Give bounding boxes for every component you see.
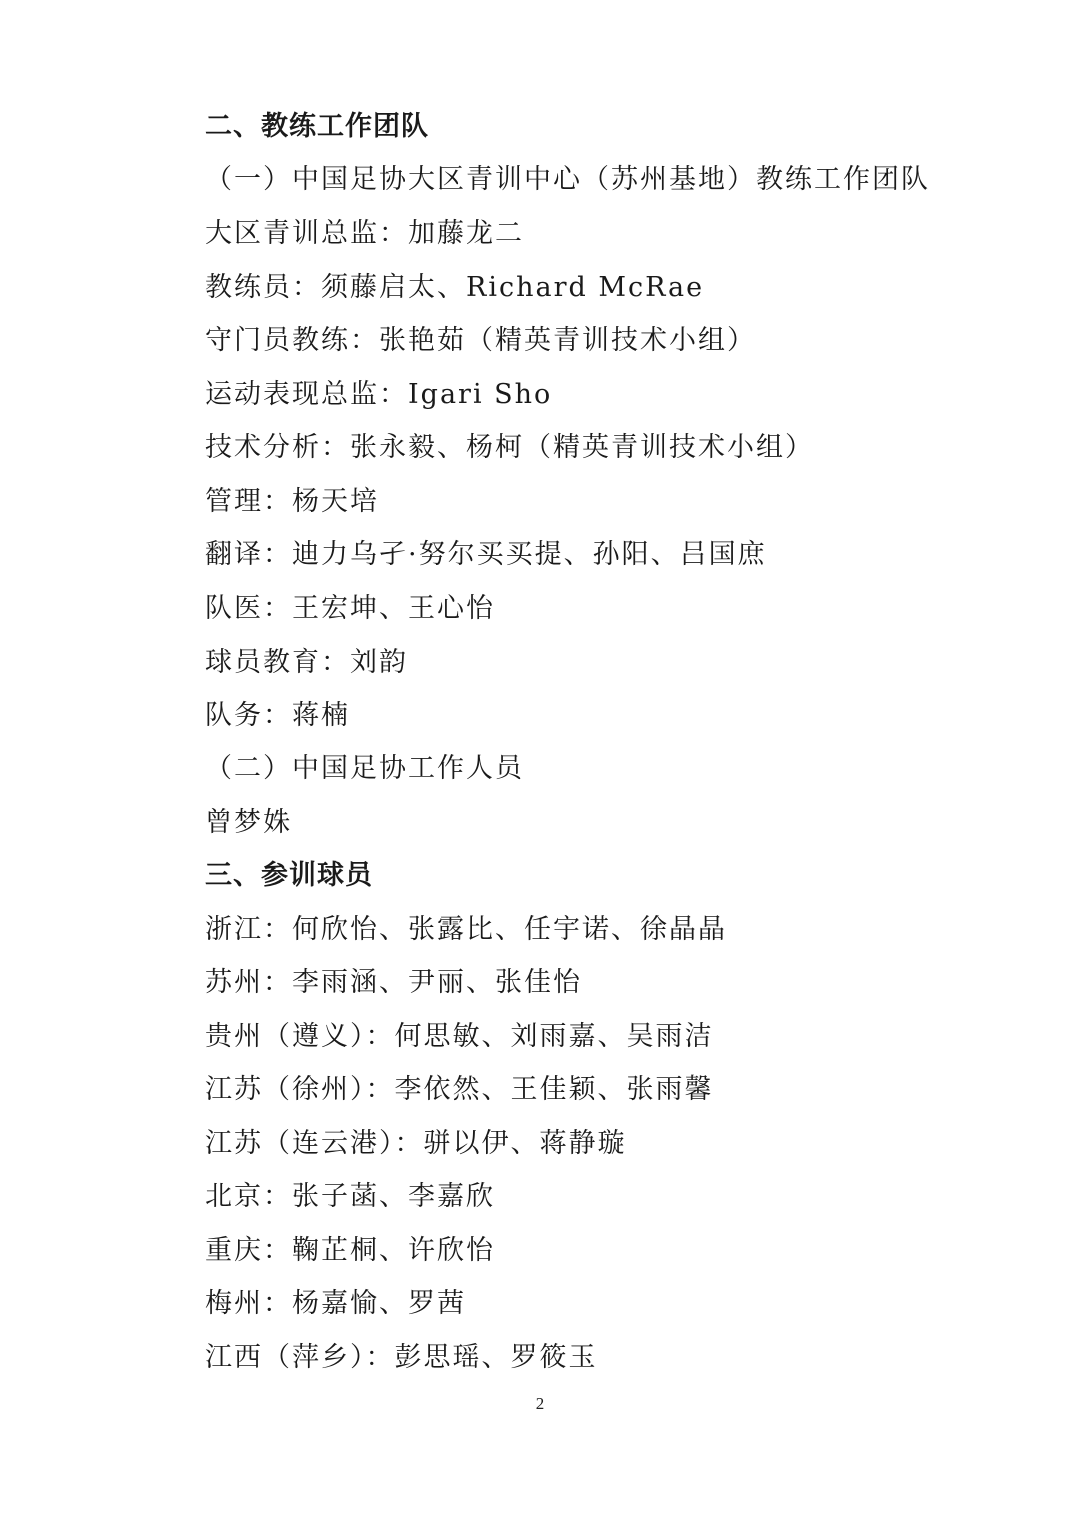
player-row-chongqing: 重庆：鞠芷桐、许欣怡 xyxy=(205,1235,495,1266)
player-row-zhejiang: 浙江：何欣怡、张露比、任宇诺、徐晶晶 xyxy=(205,914,727,945)
section-3-heading: 三、参训球员 xyxy=(205,860,373,891)
player-row-jiangsu-xuzhou: 江苏（徐州）：李依然、王佳颖、张雨馨 xyxy=(205,1074,714,1105)
staff-row-management: 管理：杨天培 xyxy=(205,486,379,517)
player-row-jiangxi-pingxiang: 江西（萍乡）：彭思瑶、罗筱玉 xyxy=(205,1342,598,1373)
staff-row-team-doctors: 队医：王宏坤、王心怡 xyxy=(205,593,495,624)
player-row-meizhou: 梅州：杨嘉愉、罗茜 xyxy=(205,1288,466,1319)
staff-row-performance-director: 运动表现总监：Igari Sho xyxy=(205,379,553,410)
staff-row-goalkeeper-coach: 守门员教练：张艳茹（精英青训技术小组） xyxy=(205,325,756,356)
player-row-jiangsu-lianyungang: 江苏（连云港）：骈以伊、蒋静璇 xyxy=(205,1128,627,1159)
subsection-1-title: （一）中国足协大区青训中心（苏州基地）教练工作团队 xyxy=(205,164,930,195)
staff-row-technical-analysis: 技术分析：张永毅、杨柯（精英青训技术小组） xyxy=(205,432,814,463)
section-2-heading: 二、教练工作团队 xyxy=(205,111,429,142)
staff-row-coaches: 教练员：须藤启太、Richard McRae xyxy=(205,272,705,303)
page-number: 2 xyxy=(535,1394,545,1413)
staff-row-team-affairs: 队务：蒋楠 xyxy=(205,700,350,731)
subsection-2-title: （二）中国足协工作人员 xyxy=(205,753,524,784)
cfa-staff-row: 曾梦姝 xyxy=(205,807,292,838)
staff-row-player-education: 球员教育：刘韵 xyxy=(205,647,408,678)
player-row-suzhou: 苏州：李雨涵、尹丽、张佳怡 xyxy=(205,967,582,998)
player-row-guizhou-zunyi: 贵州（遵义）：何思敏、刘雨嘉、吴雨洁 xyxy=(205,1021,714,1052)
staff-row-director: 大区青训总监：加藤龙二 xyxy=(205,218,524,249)
staff-row-translators: 翻译：迪力乌孑·努尔买买提、孙阳、吕国庶 xyxy=(205,539,767,570)
player-row-beijing: 北京：张子菡、李嘉欣 xyxy=(205,1181,495,1212)
